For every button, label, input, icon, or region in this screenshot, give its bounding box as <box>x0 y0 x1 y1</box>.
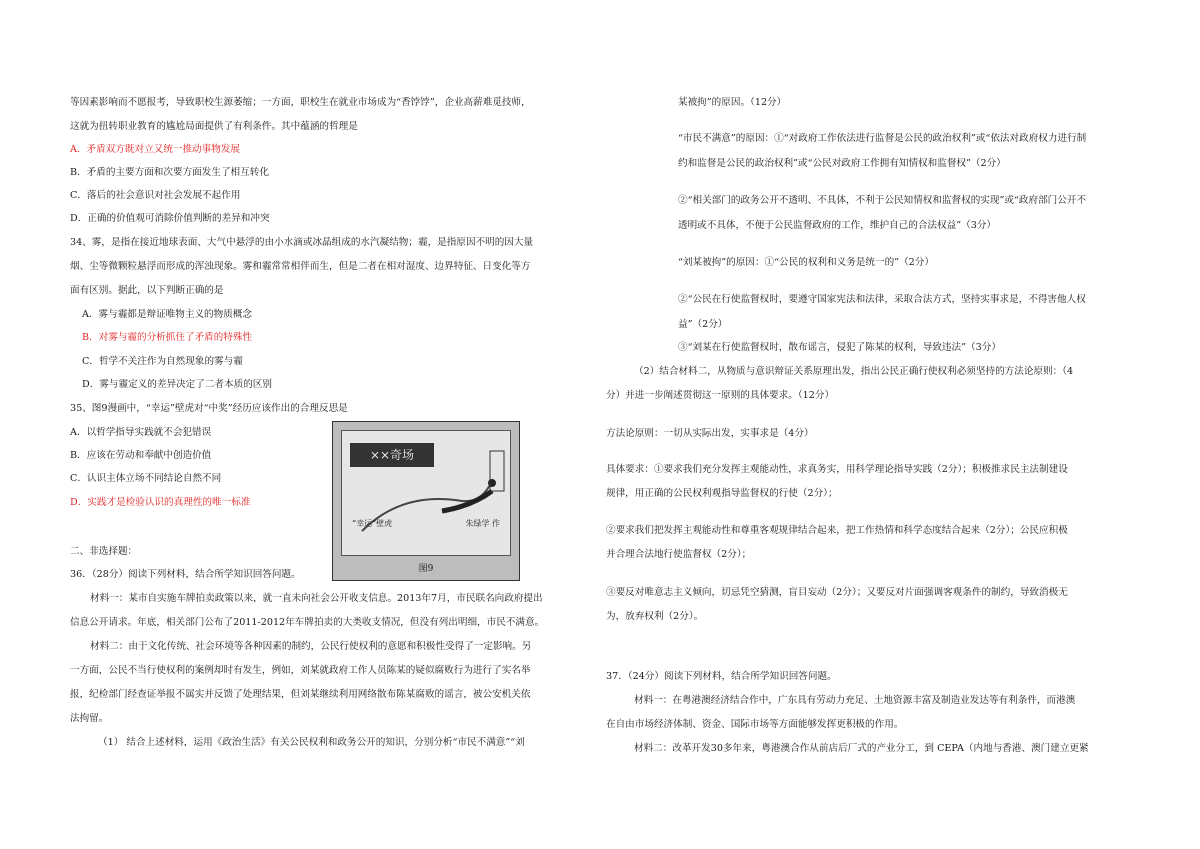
answer-text: 并合理合法地行使监督权（2分）； <box>606 549 752 560</box>
option: C．认识主体立场不同结论自然不同 <box>70 473 222 484</box>
sub-question: （2）结合材料二，从物质与意识辩证关系原理出发，指出公民正确行使权利必须坚持的方法论原则：（4 <box>634 366 1074 377</box>
text-line: 等因素影响而不愿报考，导致职校生源萎缩；一方面，职校生在就业市场成为“香饽饽”，企业高薪难觅技师， <box>70 97 531 108</box>
option: A．以哲学指导实践就不会犯错误 <box>70 427 212 438</box>
answer-text: 约和监督是公民的政治权利”或“公民对政府工作拥有知情权和监督权”（2分） <box>678 158 1006 169</box>
question-37: 37．（24分）阅读下列材料，结合所学知识回答问题。 <box>606 671 837 682</box>
material-text: 一方面，公民不当行使权利的案例却时有发生，例如，刘某就政府工作人员陈某的疑似腐败行为进行了实名举 <box>70 665 531 676</box>
material-text: 材料一：某市自实施车牌拍卖政策以来，就一直未向社会公开收支信息。2013年7月，市民联名向政府提出 <box>90 593 543 604</box>
question-36: 36．（28分）阅读下列材料，结合所学知识回答问题。 <box>70 569 301 580</box>
answer-option: B．对雾与霾的分析抓住了矛盾的特殊性 <box>82 332 253 343</box>
sub-question: （1） 结合上述材料，运用《政治生活》有关公民权利和政务公开的知识，分别分析“市民不满意”“刘 <box>98 737 525 748</box>
option: C．落后的社会意识对社会发展不起作用 <box>70 190 241 201</box>
text-line: 烟、尘等微颗粒悬浮而形成的浑浊现象。雾和霾常常相伴而生，但是二者在相对湿度、边界特征、日变化等方 <box>70 261 531 272</box>
material-text: 材料二：改革开发30多年来，粤港澳合作从前店后厂式的产业分工，到 CEPA（内地与香港、澳门建立更紧 <box>634 743 1089 754</box>
answer-text: “刘某被拘”的原因：①“公民的权利和义务是统一的”（2分） <box>678 257 934 268</box>
answer-text: ③“刘某在行使监督权时，散布谣言，侵犯了陈某的权利，导致违法”（3分） <box>678 342 1001 353</box>
option: D．雾与霾定义的差异决定了二者本质的区别 <box>82 379 272 390</box>
option: B．应该在劳动和奉献中创造价值 <box>70 450 212 461</box>
answer-text: 益”（2分） <box>678 319 728 330</box>
cartoon-label-right: 朱绿学 作 <box>465 519 500 528</box>
option: D．正确的价值观可消除价值判断的差异和冲突 <box>70 213 270 224</box>
text-line: 面有区别。据此，以下判断正确的是 <box>70 285 224 296</box>
answer-text: 为，放弃权利（2分）。 <box>606 611 704 622</box>
cartoon-panel <box>341 430 511 556</box>
answer-text: ②“相关部门的政务公开不透明、不具体，不利于公民知情权和监督权的实现”或“政府部门公开不 <box>678 195 1087 206</box>
option: A．雾与霾都是辩证唯物主义的物质概念 <box>82 309 253 320</box>
cartoon-label-left: “幸运”壁虎 <box>352 519 393 528</box>
gecko-drawing <box>342 431 512 551</box>
answer-text: ②“公民在行使监督权时，要遵守国家宪法和法律，采取合法方式，坚持实事求是，不得害他人权 <box>678 294 1086 305</box>
sub-question: 分）并进一步阐述贯彻这一原则的具体要求。（12分） <box>606 390 835 401</box>
text-line: 这就为扭转职业教育的尴尬局面提供了有利条件。其中蕴涵的哲理是 <box>70 121 358 132</box>
question-34: 34、雾，是指在接近地球表面、大气中悬浮的由小水滴或冰晶组成的水汽凝结物；霾，是指原因不明的因大量 <box>70 237 534 248</box>
material-text: 报，纪检部门经查证举报不属实并反馈了处理结果，但刘某继续利用网络散布陈某腐败的谣言，被公安机关依 <box>70 689 531 700</box>
answer-text: “市民不满意”的原因：①“对政府工作依法进行监督是公民的政治权利”或“依法对政府权力进行制 <box>678 133 1087 144</box>
answer-text: 透明或不具体，不便于公民监督政府的工作，维护自己的合法权益”（3分） <box>678 220 997 231</box>
answer-text: 具体要求：①要求我们充分发挥主观能动性，求真务实，用科学理论指导实践（2分）；积极推求民主法制建设 <box>606 464 1068 475</box>
answer-text: ③要反对唯意志主义倾向，切忌凭空猜测，盲目妄动（2分）；又要反对片面强调客观条件的制约，导致消极无 <box>606 587 1068 598</box>
material-text: 材料二：由于文化传统、社会环境等各种因素的制约，公民行使权利的意愿和积极性受得了一定影响。另 <box>90 641 532 652</box>
option: C．哲学不关注作为自然现象的雾与霾 <box>82 356 243 367</box>
answer-text: 规律，用正确的公民权利观指导监督权的行使（2分）； <box>606 488 838 499</box>
figure-caption: 图9 <box>418 564 434 574</box>
answer-text: 方法论原则：一切从实际出发，实事求是（4分） <box>606 428 814 439</box>
text-line: 某被拘”的原因。（12分） <box>678 97 787 108</box>
option: B．矛盾的主要方面和次要方面发生了相互转化 <box>70 167 269 178</box>
question-35: 35、图9漫画中，“幸运”壁虎对“中奖”经历应该作出的合理反思是 <box>70 403 348 414</box>
material-text: 在自由市场经济体制、资金、国际市场等方面能够发挥更积极的作用。 <box>606 719 904 730</box>
material-text: 法拘留。 <box>70 713 109 724</box>
material-text: 信息公开请求。年底，相关部门公布了2011-2012年车牌拍卖的大类收支情况，但没有列出明细，市民不满意。 <box>70 617 545 628</box>
cartoon-sign: ××奇场 <box>350 443 434 467</box>
section-heading: 二、非选择题： <box>70 546 138 557</box>
cartoon-figure <box>332 421 520 581</box>
material-text: 材料一：在粤港澳经济结合作中，广东具有劳动力充足、土地资源丰富及制造业发达等有利条件，而港澳 <box>634 695 1076 706</box>
answer-text: ②要求我们把发挥主观能动性和尊重客观规律结合起来，把工作热情和科学态度结合起来（2分）；公民应积极 <box>606 525 1068 536</box>
answer-option: D．实践才是检验认识的真理性的唯一标准 <box>70 497 251 508</box>
answer-option: A．矛盾双方既对立又统一推动事物发展 <box>70 144 241 155</box>
